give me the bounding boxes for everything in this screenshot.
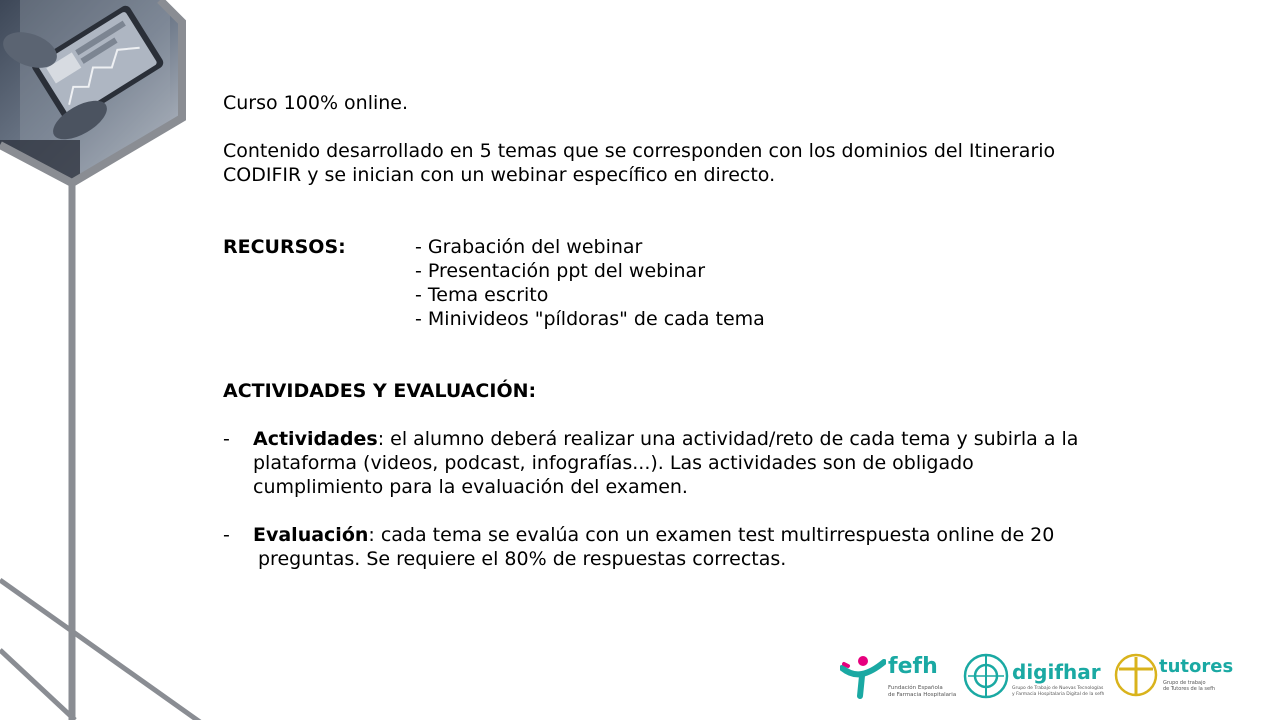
actividades-label: Actividades bbox=[253, 428, 378, 450]
evaluacion-line-1: Evaluación: cada tema se evalúa con un examen test multirrespuesta online de 20 bbox=[253, 524, 1055, 546]
bullet-dash: - bbox=[223, 428, 230, 450]
digifhar-sub-2: y Farmacia Hospitalaria Digital de la sefh bbox=[1012, 692, 1105, 697]
tutores-mark-icon bbox=[1113, 652, 1159, 698]
fefh-figure-icon bbox=[840, 654, 886, 700]
digifhar-sub-1: Grupo de Trabajo de Nuevas Tecnologías bbox=[1012, 686, 1104, 691]
recursos-item: - Minivideos "píldoras" de cada tema bbox=[415, 308, 765, 330]
digifhar-logo bbox=[962, 652, 1105, 702]
actividades-line-2: plataforma (videos, podcast, infografías...). Las actividades son de obligado bbox=[253, 452, 974, 474]
recursos-item: - Tema escrito bbox=[415, 284, 549, 306]
fefh-sub-1: Fundación Española bbox=[888, 685, 943, 691]
tutores-sub-1: Grupo de trabajo bbox=[1163, 680, 1206, 686]
actividades-line-1: Actividades: el alumno deberá realizar una actividad/reto de cada tema y subirla a la bbox=[253, 428, 1079, 450]
decorative-graphic bbox=[0, 0, 230, 720]
tutores-name: tutores bbox=[1159, 656, 1234, 677]
fefh-logo bbox=[840, 652, 960, 702]
intro-line-1: Curso 100% online. bbox=[223, 92, 409, 114]
actividades-line-3: cumplimiento para la evaluación del examen. bbox=[253, 476, 688, 498]
recursos-item: - Grabación del webinar bbox=[415, 236, 643, 258]
intro-line-3: CODIFIR y se inician con un webinar específico en directo. bbox=[223, 164, 776, 186]
recursos-item: - Presentación ppt del webinar bbox=[415, 260, 706, 282]
actividades-heading: ACTIVIDADES Y EVALUACIÓN: bbox=[223, 380, 537, 402]
tutores-sub-2: de Tutores de la sefh bbox=[1163, 686, 1216, 692]
evaluacion-line-2: preguntas. Se requiere el 80% de respuestas correctas. bbox=[258, 548, 787, 570]
intro-line-2: Contenido desarrollado en 5 temas que se corresponden con los dominios del Itinerario bbox=[223, 140, 1056, 162]
digifhar-name: digifhar bbox=[1012, 660, 1101, 684]
recursos-label: RECURSOS: bbox=[223, 236, 346, 258]
tutores-logo bbox=[1113, 652, 1243, 702]
bullet-dash: - bbox=[223, 524, 230, 546]
fefh-sub-2: de Farmacia Hospitalaria bbox=[888, 692, 957, 698]
digifhar-mark-icon bbox=[962, 652, 1010, 700]
fefh-name: fefh bbox=[888, 654, 938, 679]
evaluacion-label: Evaluación bbox=[253, 524, 369, 546]
